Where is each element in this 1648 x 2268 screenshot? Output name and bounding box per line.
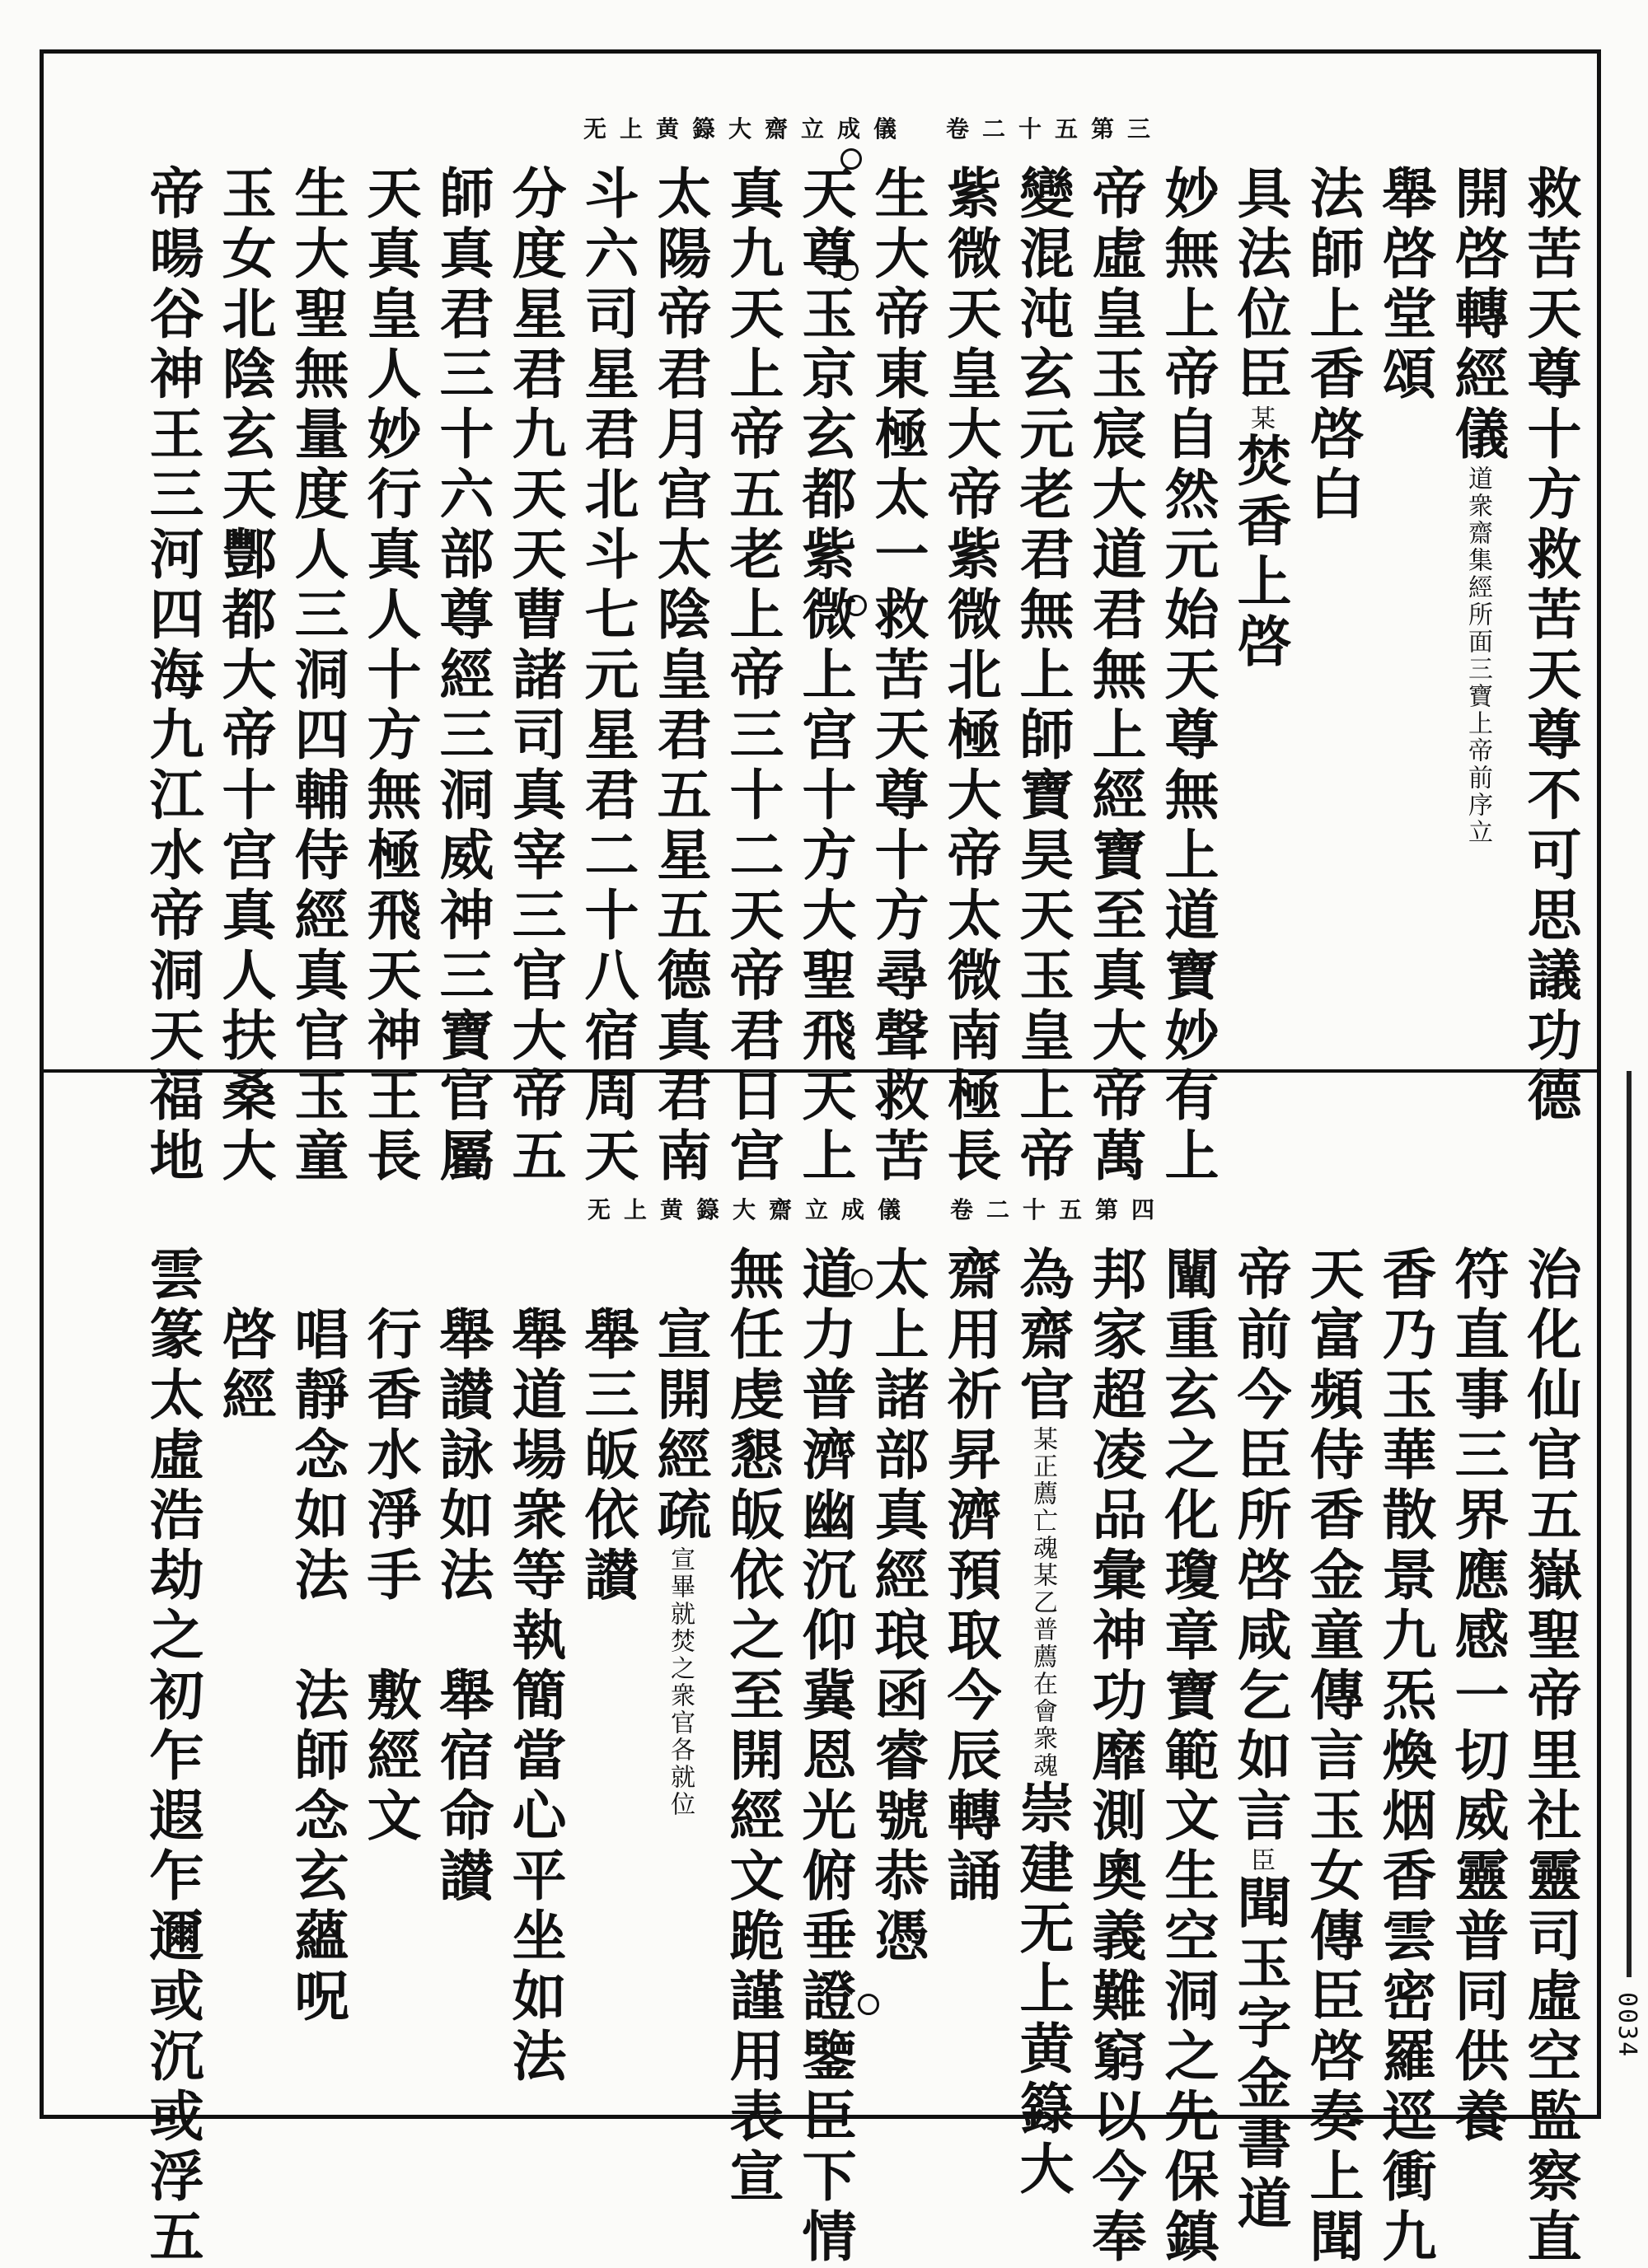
column-text: 行香水淨手 敷經文 bbox=[358, 1246, 422, 1847]
column-text: 天富頻侍香金童傳言玉女傳臣啓奏上聞 bbox=[1300, 1246, 1365, 2268]
column-text: 香乃玉華散景九炁煥烟香雲密羅逕衝九 bbox=[1373, 1246, 1437, 2268]
interlinear-note: 某 bbox=[1246, 405, 1275, 433]
text-column bbox=[1300, 165, 1365, 526]
column-text: 帝虛皇玉宸大道君無上經寶至真大帝萬 bbox=[1083, 165, 1147, 1187]
column-text: 紫微天皇大帝紫微北極大帝太微南極長 bbox=[938, 165, 1002, 1187]
column-text: 啓經 bbox=[213, 1246, 277, 1426]
text-column bbox=[1373, 1246, 1437, 2268]
text-column bbox=[285, 165, 349, 1187]
column-text: 真九天上帝五老上帝三十二天帝君日宫 bbox=[720, 165, 784, 1187]
text-column bbox=[865, 165, 929, 1187]
column-text-tail: 崇建无上黄籙大 bbox=[1010, 1779, 1074, 2200]
column-text: 齋用祈昇濟預取今辰轉誦 bbox=[938, 1246, 1002, 1907]
text-column bbox=[503, 165, 567, 1187]
text-column bbox=[1228, 165, 1292, 673]
text-column bbox=[1300, 1246, 1365, 2268]
circle-mark bbox=[851, 1269, 873, 1290]
text-column bbox=[793, 165, 857, 1187]
column-text: 玉女北陰玄天酆都大帝十宫真人扶桑大 bbox=[213, 165, 277, 1187]
interlinear-note: 臣 bbox=[1246, 1847, 1275, 1874]
text-column bbox=[285, 1246, 349, 2027]
text-column bbox=[1083, 1246, 1147, 2268]
column-text: 具法位臣 bbox=[1228, 165, 1292, 405]
text-column bbox=[1445, 165, 1510, 846]
bottom-running-header: 无上黄籙大齋立成儀 卷二十五第四 bbox=[588, 1196, 1168, 1223]
column-text: 唱靜念如法 法師念玄蘊呪 bbox=[285, 1246, 349, 2027]
column-text: 為齋官 bbox=[1010, 1246, 1074, 1426]
text-column bbox=[1155, 1246, 1220, 2268]
text-column bbox=[720, 165, 784, 1187]
column-text: 變混沌玄元老君無上師寶昊天玉皇上帝 bbox=[1010, 165, 1074, 1187]
column-text: 符直事三界應感一切威靈普同供養 bbox=[1445, 1246, 1510, 2148]
interlinear-note: 道衆齋集經所面三寶上帝前序立 bbox=[1463, 465, 1492, 846]
text-column bbox=[1373, 165, 1437, 405]
text-column bbox=[1518, 165, 1582, 1127]
circle-mark bbox=[858, 1994, 879, 2015]
text-column bbox=[430, 165, 494, 1187]
column-text: 宣開經疏 bbox=[648, 1246, 712, 1546]
column-text: 妙無上帝自然元始天尊無上道寶妙有上 bbox=[1155, 165, 1220, 1187]
column-text: 生大聖無量度人三洞四輔侍經真官玉童 bbox=[285, 165, 349, 1187]
text-column bbox=[140, 1246, 204, 2268]
text-column bbox=[865, 1246, 929, 1967]
column-text: 無任虔懇皈依之至開經文跪謹用表宣 bbox=[720, 1246, 784, 2208]
page-number: 0034 bbox=[1613, 1992, 1641, 2059]
text-column bbox=[1010, 165, 1074, 1187]
text-column bbox=[793, 1246, 857, 2268]
column-text: 舉讃詠如法 舉宿命讃 bbox=[430, 1246, 494, 1907]
margin-bar bbox=[1627, 1071, 1632, 1977]
column-text: 開啓轉經儀 bbox=[1445, 165, 1510, 465]
interlinear-note: 某正薦亡魂某乙普薦在會衆魂 bbox=[1028, 1426, 1057, 1779]
column-text: 道力普濟幽沉仰冀恩光俯垂證鑒臣下情 bbox=[793, 1246, 857, 2268]
text-column bbox=[575, 1246, 639, 1606]
column-text: 斗六司星君北斗七元星君二十八宿周天 bbox=[575, 165, 639, 1187]
top-page bbox=[40, 49, 1601, 1187]
text-column bbox=[1010, 1246, 1074, 2200]
column-text: 天真皇人妙行真人十方無極飛天神王長 bbox=[358, 165, 422, 1187]
column-text-tail: 焚香上啓 bbox=[1228, 433, 1292, 673]
column-text: 太上諸部真經琅函睿號恭憑 bbox=[865, 1246, 929, 1967]
text-column bbox=[1445, 1246, 1510, 2148]
column-text: 分度星君九天天曹諸司真宰三官大帝五 bbox=[503, 165, 567, 1187]
text-column bbox=[213, 1246, 277, 1426]
column-text: 舉啓堂頌 bbox=[1373, 165, 1437, 405]
interlinear-note: 宣畢就焚之衆官各就位 bbox=[666, 1546, 695, 1818]
column-text: 帝暘谷神王三河四海九江水帝洞天福地 bbox=[140, 165, 204, 1187]
circle-mark bbox=[845, 595, 867, 616]
text-column bbox=[720, 1246, 784, 2208]
column-text: 雲篆太虛浩劫之初乍遐乍邇或沉或浮五 bbox=[140, 1246, 204, 2268]
column-text: 闡重玄之化瓊章寶範文生空洞之先保鎮 bbox=[1155, 1246, 1220, 2268]
circle-mark bbox=[840, 148, 862, 170]
text-column bbox=[648, 165, 712, 1187]
text-column bbox=[358, 165, 422, 1187]
column-text: 舉三皈依讃 bbox=[575, 1246, 639, 1606]
text-column bbox=[1155, 165, 1220, 1187]
column-text: 帝前今臣所啓咸乞如言 bbox=[1228, 1246, 1292, 1847]
text-column bbox=[430, 1246, 494, 1907]
text-column bbox=[140, 165, 204, 1187]
text-column bbox=[938, 1246, 1002, 1907]
column-text: 邦家超凌品彙神功靡測奧義難窮以今奉 bbox=[1083, 1246, 1147, 2268]
text-column bbox=[503, 1246, 567, 2088]
text-column bbox=[1518, 1246, 1582, 2268]
column-text: 天尊玉京玄都紫微上宫十方大聖飛天上 bbox=[793, 165, 857, 1187]
column-text: 救苦天尊十方救苦天尊不可思議功德 bbox=[1518, 165, 1582, 1127]
text-column bbox=[358, 1246, 422, 1847]
column-text: 生大帝東極太一救苦天尊十方尋聲救苦 bbox=[865, 165, 929, 1187]
text-column bbox=[213, 165, 277, 1187]
text-column bbox=[1083, 165, 1147, 1187]
bottom-page bbox=[40, 1073, 1601, 2268]
column-text: 法師上香啓白 bbox=[1300, 165, 1365, 526]
circle-mark bbox=[837, 260, 859, 281]
column-text: 治化仙官五嶽聖帝里社靈司虛空監察直 bbox=[1518, 1246, 1582, 2268]
text-column bbox=[575, 165, 639, 1187]
column-text-tail: 聞玉字金書道 bbox=[1228, 1874, 1292, 2235]
text-column bbox=[648, 1246, 712, 1818]
column-text: 師真君三十六部尊經三洞威神三寶官屬 bbox=[430, 165, 494, 1187]
text-column bbox=[1228, 1246, 1292, 2235]
column-text: 太陽帝君月宫太陰皇君五星五德真君南 bbox=[648, 165, 712, 1187]
top-running-header: 无上黄籙大齋立成儀 卷二十五第三 bbox=[583, 115, 1164, 143]
text-column bbox=[938, 165, 1002, 1187]
column-text: 舉道場衆等執簡當心平坐如法 bbox=[503, 1246, 567, 2088]
